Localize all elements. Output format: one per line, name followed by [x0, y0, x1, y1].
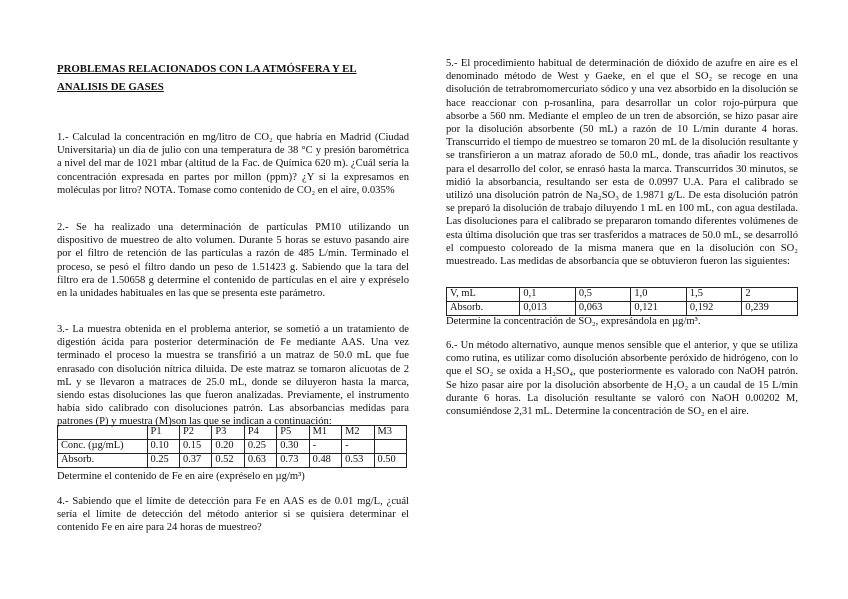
- table-cell: 0.20: [212, 440, 244, 454]
- so2-table-caption: Determine la concentración de SO₂, expresándola en µg/m³.: [446, 316, 701, 327]
- table-cell: 0.25: [147, 454, 179, 468]
- table-cell: 0.53: [342, 454, 374, 468]
- table-header-row: [58, 426, 407, 440]
- table-cell: Absorb.: [58, 454, 148, 468]
- table-cell: [374, 440, 407, 454]
- document-title-line2: ANALISIS DE GASES: [57, 81, 164, 93]
- table-cell: Conc. (µg/mL): [58, 440, 148, 454]
- table-cell: P4: [244, 426, 276, 440]
- table-cell: P2: [179, 426, 211, 440]
- table-cell: Absorb.: [447, 302, 520, 316]
- table-cell: 0,239: [742, 302, 798, 316]
- table-cell: 0,121: [631, 302, 687, 316]
- so2-calibration-table: [446, 287, 798, 316]
- fe-calibration-table: [57, 425, 407, 468]
- table-cell: -: [342, 440, 374, 454]
- table-cell: 0,192: [686, 302, 742, 316]
- problem-2: 2.- Se ha realizado una determinación de partículas PM10 utilizando un dispositivo de muestreo de alto volumen. Durante 5 horas se estuvo pasando aire por el filtro de retención de las partículas a razón de 485 L/min. Terminado el proceso, se pesó el filtro dando un peso de 1.51423 g. Sabiendo que la tara del filtro era de 1.50658 g determine el contenido de partículas en el aire y expréselo en la unidades habituales en las que se presenta este parámetro.: [57, 222, 409, 300]
- table-cell: 0.63: [244, 454, 276, 468]
- table-cell: 1,0: [631, 288, 687, 302]
- table-cell: 0.73: [277, 454, 309, 468]
- table-cell: 0,5: [575, 288, 631, 302]
- table-cell: 0.52: [212, 454, 244, 468]
- table-cell: V, mL: [447, 288, 520, 302]
- table-cell: 0.25: [244, 440, 276, 454]
- problem-5: 5.- El procedimiento habitual de determinación de dióxido de azufre en aire es el denominado método de West y Gaeke, en el que el SO₂ se recoge en una disolución de tetrabromomercuriato sódico y una vez absorbido en la disolución se hace reaccionar con p-rosanlina, para desarrollar un color rojo-púrpura que absorbe a 560 nm. Mediante el empleo de un tren de absorción, se hizo pasar aire por la disolución absorbente (50 mL) a razón de 10 L/min durante 4 horas. Transcurrido el tiempo de muestreo se tomaron 20 mL de la disolución resultante y se transfirieron a un matraz aforado de 50.0 mL, donde, tras añadir los reactivos para el desarrollo del color, se enrasó hasta la marca. Transcurridos 30 minutos, se midió la absorbancia, resultando ser esta de 0.0997 U.A. Para el calibrado se utilizó una disolución patrón de Na₂SO₃ de 1.9871 g/L. De esta disolución patrón se preparó la disolución de trabajo diluyendo 1 mL en 100 mL, con agua destilada. Las disoluciones para el calibrado se prepararon tomando diferentes volúmenes de esta última disolución que tras ser trasferidos a matraces de 50.0 mL, se desarrolló el compuesto coloreado de la misma manera que en la disolución con SO₂ muestreado. Las medidas de absorbancia que se obtuvieron fueron las siguientes:: [446, 58, 798, 268]
- table-cell: 0.37: [179, 454, 211, 468]
- table-cell: 0.48: [309, 454, 341, 468]
- fe-table-caption: Determine el contenido de Fe en aire (expréselo en µg/m³): [57, 471, 305, 482]
- table-row: [58, 440, 407, 454]
- table-cell: M1: [309, 426, 341, 440]
- table-cell: 0,1: [520, 288, 576, 302]
- table-row: [58, 454, 407, 468]
- table-cell: 0,063: [575, 302, 631, 316]
- table-cell: P5: [277, 426, 309, 440]
- table-cell: 0.10: [147, 440, 179, 454]
- table-cell: 0.30: [277, 440, 309, 454]
- table-cell: 2: [742, 288, 798, 302]
- document-title-line1: PROBLEMAS RELACIONADOS CON LA ATMÓSFERA Y EL: [57, 63, 357, 75]
- table-row: [447, 288, 798, 302]
- problem-1: 1.- Calculad la concentración en mg/litro de CO₂ que habría en Madrid (Ciudad Universitaria) un día de julio con una temperatura de 38 °C y presión barométrica a nivel del mar de 1021 mbar (altitud de la Fac. de Química 620 m). ¿Cuál sería la concentración expresada en partes por millon (ppm)? ¿Y si la expresamos en moléculas por litro? NOTA. Tomase como contenido de CO₂ en el aire, 0.035%: [57, 132, 409, 196]
- problem-3: 3.- La muestra obtenida en el problema anterior, se sometió a un tratamiento de digestión ácida para posterior determinación de Fe mediante AAS. Una vez terminado el proceso la muestra se transfirió a un matraz de 50.0 mL que fue enrasado con disolución nítrica diluida. De este matraz se tomaron alícuotas de 2 mL y se llevaron a matraces de 25.0 mL, donde se diluyeron hasta la marca, siendo estas disoluciones las que fueron analizadas. Previamente, el instrumento había sido calibrado con disoluciones patrón. Las absorbancias medidas para patrones (P) y muestra (M)son las que se indican a continuación:: [57, 324, 409, 428]
- table-cell: P1: [147, 426, 179, 440]
- table-cell: 0.50: [374, 454, 407, 468]
- table-cell: M2: [342, 426, 374, 440]
- table-cell: 0.15: [179, 440, 211, 454]
- problem-4: 4.- Sabiendo que el límite de detección para Fe en AAS es de 0.01 mg/L, ¿cuál sería el límite de detección del método anterior si se quisiera determinar el contenido Fe en aire para 24 horas de muestreo?: [57, 496, 409, 534]
- table-row: [447, 302, 798, 316]
- table-cell: [58, 426, 148, 440]
- table-cell: 0,013: [520, 302, 576, 316]
- table-cell: P3: [212, 426, 244, 440]
- table-cell: M3: [374, 426, 407, 440]
- table-cell: 1,5: [686, 288, 742, 302]
- table-cell: -: [309, 440, 341, 454]
- problem-6: 6.- Un método alternativo, aunque menos sensible que el anterior, y que se utiliza como rutina, es utilizar como disolución absorbente peróxido de hidrógeno, con lo que el SO₂ se oxida a H₂SO₄, que posteriormente es valorado con NaOH patrón. Se hizo pasar aire por la disolución absorbente de H₂O₂ a un caudal de 15 L/min durante 6 horas. La disolución resultante se valoró con NaOH 0.00202 M, consumiéndose 2,31 mL. Determine la concentración de SO₂ en el aire.: [446, 340, 798, 418]
